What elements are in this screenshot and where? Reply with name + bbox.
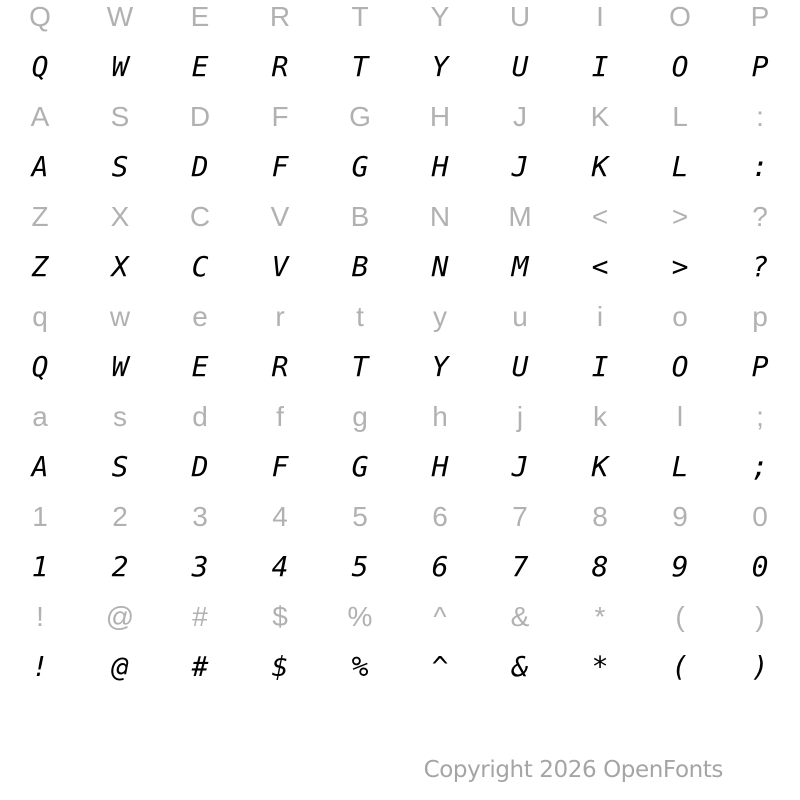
glyph-cell: H bbox=[431, 150, 449, 183]
glyph-cell: 3 bbox=[192, 501, 208, 532]
glyph-cell: C bbox=[191, 250, 209, 283]
preview-row bbox=[0, 442, 800, 492]
glyph-cell: J bbox=[511, 450, 529, 483]
glyph-cell: L bbox=[671, 450, 689, 483]
glyph-cell: ( bbox=[671, 650, 689, 683]
glyph-cell: A bbox=[31, 150, 49, 183]
glyph-cell: C bbox=[189, 201, 211, 232]
glyph-cell: I bbox=[596, 1, 604, 32]
glyph-cell: E bbox=[191, 50, 209, 83]
glyph-cell: D bbox=[189, 101, 211, 132]
glyph-cell: D bbox=[191, 450, 209, 483]
glyph-cell: w bbox=[109, 301, 131, 332]
glyph-cell: Q bbox=[31, 50, 49, 83]
glyph-cell: 9 bbox=[672, 501, 688, 532]
glyph-cell: N bbox=[431, 250, 449, 283]
glyph-cell: @ bbox=[105, 601, 135, 632]
glyph-cell: 8 bbox=[591, 550, 609, 583]
glyph-cell: P bbox=[751, 350, 769, 383]
glyph-cell: W bbox=[106, 1, 134, 32]
preview-row bbox=[0, 342, 800, 392]
glyph-cell: 9 bbox=[671, 550, 689, 583]
glyph-cell: q bbox=[32, 301, 48, 332]
glyph-cell: X bbox=[111, 250, 129, 283]
glyph-cell: s bbox=[113, 401, 127, 432]
glyph-cell: ? bbox=[751, 250, 769, 283]
glyph-cell: t bbox=[356, 301, 364, 332]
glyph-cell: R bbox=[271, 50, 289, 83]
glyph-cell: S bbox=[111, 450, 129, 483]
glyph-cell: d bbox=[192, 401, 208, 432]
glyph-cell: S bbox=[110, 101, 130, 132]
glyph-cell: K bbox=[591, 150, 609, 183]
glyph-cell: 3 bbox=[191, 550, 209, 583]
reference-row bbox=[0, 592, 800, 642]
glyph-cell: O bbox=[671, 50, 689, 83]
glyph-cell: h bbox=[432, 401, 448, 432]
glyph-cell: I bbox=[591, 50, 609, 83]
glyph-cell: O bbox=[671, 350, 689, 383]
glyph-cell: 2 bbox=[112, 501, 128, 532]
glyph-cell: U bbox=[511, 350, 529, 383]
glyph-cell: 1 bbox=[32, 501, 48, 532]
glyph-cell: u bbox=[512, 301, 528, 332]
glyph-cell: M bbox=[511, 250, 529, 283]
glyph-cell: Z bbox=[31, 201, 49, 232]
glyph-cell: % bbox=[347, 601, 373, 632]
glyph-cell: l bbox=[676, 401, 684, 432]
glyph-cell: ! bbox=[31, 650, 49, 683]
glyph-cell: ; bbox=[751, 450, 769, 483]
glyph-cell: O bbox=[669, 1, 691, 32]
glyph-cell: < bbox=[591, 250, 609, 283]
glyph-cell: A bbox=[31, 450, 49, 483]
preview-row bbox=[0, 142, 800, 192]
glyph-cell: e bbox=[192, 301, 208, 332]
glyph-cell: T bbox=[351, 50, 369, 83]
glyph-cell: ) bbox=[755, 601, 765, 632]
glyph-cell: Y bbox=[431, 350, 449, 383]
copyright-text: Copyright 2026 OpenFonts bbox=[423, 757, 723, 783]
glyph-cell: y bbox=[433, 301, 447, 332]
glyph-cell: Q bbox=[29, 1, 51, 32]
glyph-cell: * bbox=[591, 650, 609, 683]
glyph-cell: & bbox=[511, 650, 529, 683]
glyph-cell: K bbox=[590, 101, 610, 132]
reference-row bbox=[0, 292, 800, 342]
glyph-cell: 5 bbox=[351, 550, 369, 583]
reference-row bbox=[0, 492, 800, 542]
glyph-cell: # bbox=[191, 650, 209, 683]
glyph-cell: 8 bbox=[592, 501, 608, 532]
glyph-cell: : bbox=[751, 150, 769, 183]
glyph-cell: $ bbox=[272, 601, 288, 632]
glyph-cell: G bbox=[351, 150, 369, 183]
glyph-cell: @ bbox=[111, 650, 129, 683]
glyph-cell: ! bbox=[36, 601, 44, 632]
preview-row bbox=[0, 242, 800, 292]
glyph-cell: 2 bbox=[111, 550, 129, 583]
glyph-cell: > bbox=[671, 201, 689, 232]
glyph-cell: 0 bbox=[752, 501, 768, 532]
glyph-cell: < bbox=[591, 201, 609, 232]
glyph-cell: U bbox=[511, 50, 529, 83]
glyph-cell: V bbox=[270, 201, 290, 232]
glyph-cell: F bbox=[271, 450, 289, 483]
glyph-cell: r bbox=[275, 301, 285, 332]
glyph-cell: S bbox=[111, 150, 129, 183]
glyph-cell: 4 bbox=[271, 550, 289, 583]
glyph-cell: W bbox=[111, 50, 129, 83]
glyph-cell: 6 bbox=[431, 550, 449, 583]
glyph-cell: P bbox=[751, 50, 769, 83]
glyph-cell: J bbox=[513, 101, 527, 132]
glyph-cell: 1 bbox=[31, 550, 49, 583]
glyph-cell: R bbox=[271, 350, 289, 383]
glyph-cell: K bbox=[591, 450, 609, 483]
glyph-cell: W bbox=[111, 350, 129, 383]
reference-row bbox=[0, 392, 800, 442]
glyph-cell: A bbox=[30, 101, 50, 132]
glyph-cell: L bbox=[672, 101, 688, 132]
glyph-cell: G bbox=[349, 101, 371, 132]
glyph-cell: Z bbox=[31, 250, 49, 283]
glyph-cell: H bbox=[431, 450, 449, 483]
glyph-cell: * bbox=[594, 601, 606, 632]
glyph-cell: & bbox=[510, 601, 530, 632]
glyph-cell: G bbox=[351, 450, 369, 483]
glyph-cell: 7 bbox=[511, 550, 529, 583]
glyph-cell: o bbox=[672, 301, 688, 332]
glyph-cell: B bbox=[351, 250, 369, 283]
glyph-cell: X bbox=[110, 201, 130, 232]
glyph-cell: p bbox=[752, 301, 768, 332]
glyph-cell: E bbox=[191, 350, 209, 383]
glyph-cell: F bbox=[271, 150, 289, 183]
preview-row bbox=[0, 42, 800, 92]
glyph-cell: ^ bbox=[433, 601, 447, 632]
preview-row bbox=[0, 642, 800, 692]
glyph-cell: T bbox=[351, 1, 369, 32]
glyph-cell: 6 bbox=[432, 501, 448, 532]
glyph-cell: F bbox=[271, 101, 289, 132]
glyph-cell: $ bbox=[271, 650, 289, 683]
glyph-cell: % bbox=[351, 650, 369, 683]
glyph-cell: ) bbox=[751, 650, 769, 683]
glyph-cell: P bbox=[750, 1, 770, 32]
glyph-cell: ; bbox=[756, 401, 764, 432]
glyph-cell: g bbox=[352, 401, 368, 432]
glyph-cell: M bbox=[508, 201, 532, 232]
glyph-cell: B bbox=[350, 201, 370, 232]
glyph-cell: V bbox=[271, 250, 289, 283]
glyph-cell: Y bbox=[431, 50, 449, 83]
glyph-cell: J bbox=[511, 150, 529, 183]
reference-row bbox=[0, 0, 800, 42]
glyph-cell: 7 bbox=[512, 501, 528, 532]
glyph-cell: U bbox=[509, 1, 531, 32]
reference-row bbox=[0, 92, 800, 142]
glyph-cell: ^ bbox=[431, 650, 449, 683]
glyph-cell: E bbox=[190, 1, 210, 32]
glyph-cell: f bbox=[276, 401, 284, 432]
glyph-cell: : bbox=[756, 101, 764, 132]
glyph-cell: I bbox=[591, 350, 609, 383]
glyph-cell: ? bbox=[752, 201, 768, 232]
glyph-cell: N bbox=[429, 201, 451, 232]
glyph-cell: k bbox=[593, 401, 607, 432]
glyph-cell: Q bbox=[31, 350, 49, 383]
glyph-cell: R bbox=[269, 1, 291, 32]
glyph-cell: a bbox=[32, 401, 48, 432]
glyph-cell: D bbox=[191, 150, 209, 183]
glyph-cell: 0 bbox=[751, 550, 769, 583]
glyph-cell: # bbox=[192, 601, 208, 632]
glyph-cell: L bbox=[671, 150, 689, 183]
glyph-cell: j bbox=[516, 401, 524, 432]
glyph-cell: i bbox=[596, 301, 604, 332]
reference-row bbox=[0, 192, 800, 242]
glyph-cell: H bbox=[429, 101, 451, 132]
glyph-cell: 4 bbox=[272, 501, 288, 532]
glyph-cell: 5 bbox=[352, 501, 368, 532]
glyph-cell: > bbox=[671, 250, 689, 283]
glyph-cell: T bbox=[351, 350, 369, 383]
glyph-cell: ( bbox=[675, 601, 685, 632]
glyph-cell: Y bbox=[430, 1, 450, 32]
preview-row bbox=[0, 542, 800, 592]
